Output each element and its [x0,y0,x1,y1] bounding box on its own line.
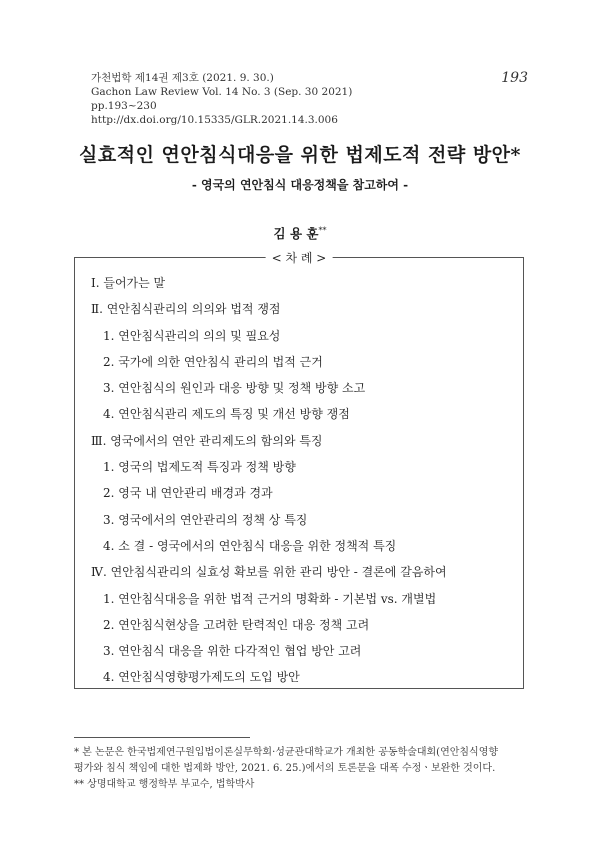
toc-subsection: 2. 영국 내 연안관리 배경과 경과 [103,486,273,501]
toc-subsection: 3. 영국에서의 연안관리의 정책 상 특징 [103,512,308,527]
toc-section: Ⅱ. 연안침식관리의 의의와 법적 쟁점 [91,302,281,317]
toc-subsection: 2. 연안침식현상을 고려한 탄력적인 대응 정책 고려 [103,617,370,632]
toc-subsection: 2. 국가에 의한 연안침식 관리의 법적 근거 [103,354,323,369]
author-name [0,224,600,242]
journal-citation [91,71,352,127]
footnote-divider [74,737,250,738]
journal-doi: http://dx.doi.org/10.15335/GLR.2021.14.3.006 [91,114,338,126]
footnotes [74,745,534,793]
toc-subsection: 4. 연안침식영향평가제도의 도입 방안 [103,670,300,685]
article-title: 실효적인 연안침식대응을 위한 법제도적 전략 방안* [79,144,521,166]
toc-subsection: 3. 연안침식의 원인과 대응 방향 및 정책 방향 소고 [103,381,366,396]
table-of-contents [74,251,524,689]
footnote-line: * 본 논문은 한국법제연구원입법이론실무학회·성균관대학교가 개최한 공동학술대회(연안침식영향 [74,747,499,758]
toc-section: Ⅲ. 영국에서의 연안 관리제도의 함의와 특징 [91,433,323,448]
toc-subsection: 4. 소 결 - 영국에서의 연안침식 대응을 위한 정책적 특징 [103,538,397,553]
toc-list [91,270,447,691]
toc-subsection: 4. 연안침식관리 제도의 특징 및 개선 방향 쟁점 [103,407,350,422]
page-number: 193 [501,70,528,86]
toc-section: Ⅳ. 연안침식관리의 실효성 확보를 위한 관리 방안 - 결론에 갈음하여 [91,565,447,580]
journal-line-korean: 가천법학 제14권 제3호 (2021. 9. 30.) [91,72,274,84]
journal-pages: pp.193~230 [91,100,157,112]
toc-subsection: 1. 연안침식대응을 위한 법적 근거의 명확화 - 기본법 vs. 개별법 [103,591,437,606]
toc-subsection: 3. 연안침식 대응을 위한 다각적인 협업 방안 고려 [103,644,362,659]
footnote-line: ** 상명대학교 행정학부 부교수, 법학박사 [74,779,255,790]
toc-subsection: 1. 연안침식관리의 의의 및 필요성 [103,328,281,343]
article-subtitle: - 영국의 연안침식 대응정책을 참고하여 - [191,178,409,192]
toc-section: Ⅰ. 들어가는 말 [91,276,166,290]
journal-line-english: Gachon Law Review Vol. 14 No. 3 (Sep. 30 2021) [91,86,353,98]
footnote-line: 평가와 침식 책임에 대한 법제화 방안, 2021. 6. 25.)에서의 토론문을 대폭 수정ㆍ보완한 것이다. [74,763,496,774]
toc-heading: < 차 례 > [266,249,333,266]
author-footnote-mark: ** [318,225,327,235]
author-text: 김 용 훈 [273,226,319,241]
toc-subsection: 1. 영국의 법제도적 특징과 정책 방향 [103,460,296,475]
